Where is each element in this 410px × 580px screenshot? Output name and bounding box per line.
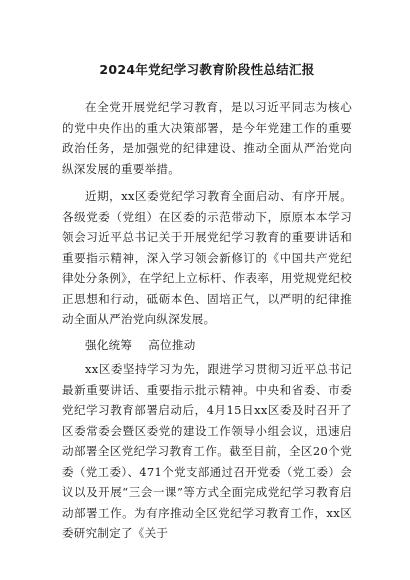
document-title: 2024年党纪学习教育阶段性总结汇报 [99,62,315,77]
subheading-part-1: 强化统筹 [85,337,133,352]
section-subheading [62,335,352,356]
paragraph-progress: 近期，xx区委党纪学习教育全面启动、有序开展。各级党委（党组）在区委的示范带动下，原原本本学习领会习近平总书记关于开展党纪学习教育的重要讲话和重要指示精神，深入学习领会新修订的《中国共产党纪律处分条例》，在学纪上立标杆、作表率，用党规党纪校正思想和行动，砥砺本色、固培正气，以严明的纪律推动全面从严治党向纵深发展。 [62,189,352,326]
paragraph-intro: 在全党开展党纪学习教育，是以习近平同志为核心的党中央作出的重大决策部署，是今年党建工作的重要政治任务，是加强党的纪律建设、推动全面从严治党向纵深发展的重要举措。 [62,100,352,176]
subheading-part-2: 高位推动 [148,337,196,352]
paragraph-coordination: xx区委坚持学习为先，跟进学习贯彻习近平总书记最新重要讲话、重要指示批示精神。中央和省委、市委党纪学习教育部署启动后，4月15日xx区委及时召开了区委常委会暨区委党的建设工作领导小组会议，迅速启动部署全区党纪学习教育工作。截至目前，全区20个党委（党工委）、471个党支部通过召开党委（党工委）会议以及开展“三会一课”等方式全面完成党纪学习教育启动部署工作。为有序推动全区党纪学习教育工作，xx区委研究制定了《关于 [62,362,352,540]
